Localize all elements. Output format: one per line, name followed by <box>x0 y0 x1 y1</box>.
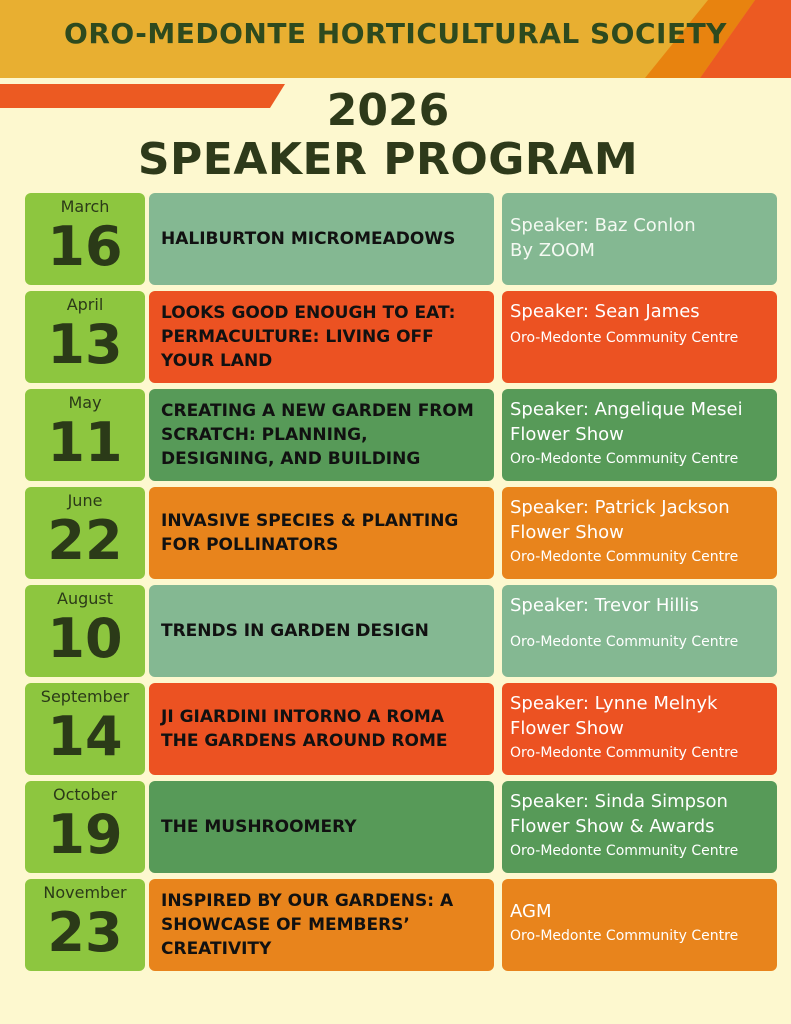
event-topic-text: LOOKS GOOD ENOUGH TO EAT: PERMACULTURE: LIVING OFF YOUR LAND <box>161 303 456 371</box>
header-banner <box>0 0 791 78</box>
event-date <box>25 487 145 579</box>
event-month: September <box>40 687 130 706</box>
event-date <box>25 193 145 285</box>
society-name: ORO-MEDONTE HORTICULTURAL SOCIETY <box>64 17 727 50</box>
event-month: May <box>68 393 102 412</box>
event-date <box>25 291 145 383</box>
event-speaker: Speaker: Trevor Hillis <box>510 595 699 616</box>
event-speaker-box <box>502 487 777 579</box>
event-day: 10 <box>47 607 123 670</box>
event-day: 16 <box>47 215 123 278</box>
event-speaker: Speaker: Baz Conlon <box>510 215 696 236</box>
event-speaker-box <box>502 781 777 873</box>
event-venue: Oro-Medonte Community Centre <box>510 330 739 346</box>
event-topic <box>149 193 494 285</box>
event-venue: Oro-Medonte Community Centre <box>510 549 739 565</box>
event-date <box>25 585 145 677</box>
event-row <box>0 683 791 775</box>
event-day: 13 <box>47 313 123 376</box>
event-speaker-box <box>502 879 777 971</box>
event-topic <box>149 683 494 775</box>
event-speaker: Speaker: Sean James <box>510 301 700 322</box>
event-venue: Oro-Medonte Community Centre <box>510 843 739 859</box>
event-row <box>0 487 791 579</box>
event-topic-text: INVASIVE SPECIES & PLANTING FOR POLLINATORS <box>161 511 459 555</box>
event-venue: Oro-Medonte Community Centre <box>510 451 739 467</box>
event-speaker-box <box>502 585 777 677</box>
event-row <box>0 291 791 383</box>
event-row <box>0 879 791 971</box>
event-speaker: Speaker: Lynne Melnyk <box>510 693 718 714</box>
event-topic-text: HALIBURTON MICROMEADOWS <box>161 229 456 249</box>
event-note: By ZOOM <box>510 240 595 261</box>
event-topic <box>149 487 494 579</box>
event-day: 22 <box>47 509 123 572</box>
event-day: 23 <box>47 901 123 964</box>
event-topic-text: CREATING A NEW GARDEN FROM SCRATCH: PLANNING, DESIGNING, AND BUILDING <box>161 401 474 469</box>
event-speaker: Speaker: Angelique Mesei <box>510 399 743 420</box>
event-note: Flower Show <box>510 718 624 739</box>
event-topic <box>149 389 494 481</box>
event-topic <box>149 879 494 971</box>
event-note: Flower Show <box>510 424 624 445</box>
event-month: June <box>67 491 103 510</box>
program-year: 2026 <box>326 85 450 136</box>
event-topic-text: INSPIRED BY OUR GARDENS: A SHOWCASE OF MEMBERS’ CREATIVITY <box>161 891 454 959</box>
event-day: 14 <box>47 705 123 768</box>
event-topic-text: JI GIARDINI INTORNO A ROMA THE GARDENS AROUND ROME <box>161 707 448 751</box>
event-day: 11 <box>47 411 123 474</box>
event-day: 19 <box>47 803 123 866</box>
event-topic-text: TRENDS IN GARDEN DESIGN <box>161 621 429 641</box>
event-month: April <box>66 295 104 314</box>
event-note: Flower Show <box>510 522 624 543</box>
event-venue: Oro-Medonte Community Centre <box>510 634 739 650</box>
event-speaker-box <box>502 389 777 481</box>
event-date <box>25 683 145 775</box>
event-date <box>25 879 145 971</box>
event-row <box>0 781 791 873</box>
event-speaker: Speaker: Patrick Jackson <box>510 497 730 518</box>
event-date <box>25 781 145 873</box>
event-month: March <box>60 197 110 216</box>
event-topic <box>149 291 494 383</box>
event-venue: Oro-Medonte Community Centre <box>510 928 739 944</box>
event-speaker-box <box>502 193 777 285</box>
event-speaker-box <box>502 291 777 383</box>
event-topic <box>149 585 494 677</box>
event-month: November <box>43 883 127 902</box>
event-row <box>0 585 791 677</box>
event-month: October <box>52 785 118 804</box>
event-venue: Oro-Medonte Community Centre <box>510 745 739 761</box>
event-speaker-box <box>502 683 777 775</box>
event-topic <box>149 781 494 873</box>
program-title: SPEAKER PROGRAM <box>137 134 639 185</box>
event-date <box>25 389 145 481</box>
event-topic-text: THE MUSHROOMERY <box>161 817 357 837</box>
event-note: Flower Show & Awards <box>510 816 715 837</box>
event-speaker: Speaker: Sinda Simpson <box>510 791 728 812</box>
event-row <box>0 389 791 481</box>
event-row <box>0 193 791 285</box>
event-month: August <box>57 589 113 608</box>
event-speaker: AGM <box>510 901 552 922</box>
